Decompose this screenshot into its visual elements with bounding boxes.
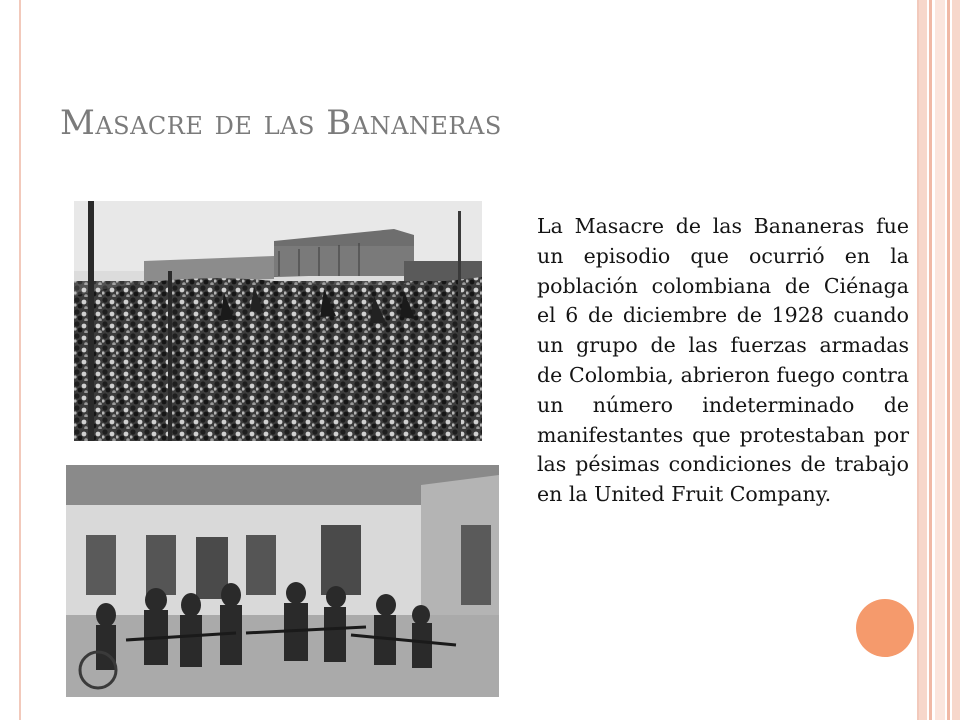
decorative-side-stripes xyxy=(919,0,960,720)
slide-title: Masacre de las Bananeras xyxy=(60,103,502,143)
accent-circle xyxy=(856,599,914,657)
soldiers-photo xyxy=(66,465,499,697)
slide-body-text: La Masacre de las Bananeras fue un episodio que ocurrió en la población colombiana de Ciénaga el 6 de diciembre de 1928 cuando un grupo de las fuerzas armadas de Colombia, abrieron fuego contra un número indeterminado de manifestantes que protestaban por las pésimas condiciones de trabajo en la United Fruit Company. xyxy=(537,214,909,507)
crowd-photo xyxy=(74,201,482,441)
